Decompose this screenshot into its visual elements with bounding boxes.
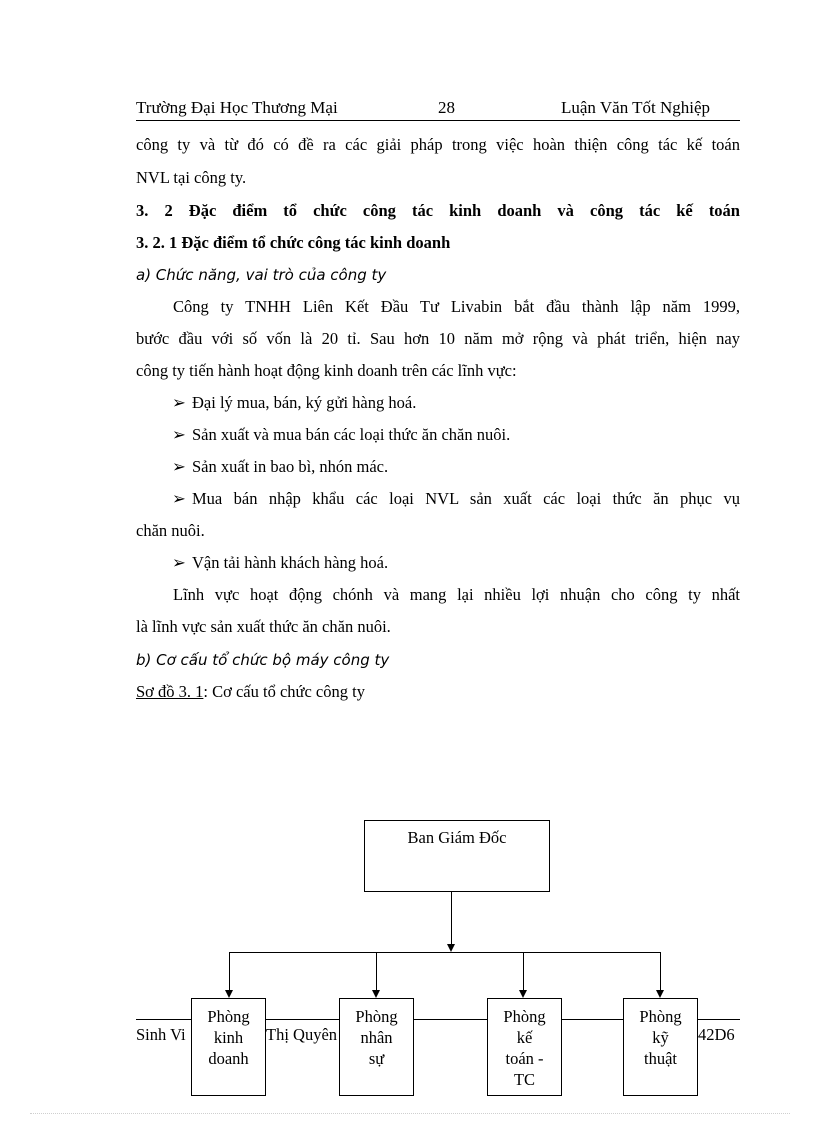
figure-caption: Sơ đồ 3. 1: Cơ cấu tổ chức công ty (136, 682, 365, 701)
arrow-bullet-icon: ➢ (172, 553, 186, 572)
connector-line (229, 952, 230, 990)
page-bottom-border (30, 1113, 790, 1114)
list-item: ➢ Mua bán nhập khẩu các loại NVL sản xuất các loại thức ăn phục vụ (172, 489, 740, 508)
section-heading: 3. 2 Đặc điểm tổ chức công tác kinh doanh và công tác kế toán (136, 201, 740, 220)
header-school: Trường Đại Học Thương Mại (136, 98, 338, 117)
list-item-continuation: chăn nuôi. (136, 521, 205, 540)
list-item: ➢ Đại lý mua, bán, ký gửi hàng hoá. (172, 393, 417, 412)
paragraph-line: công ty tiến hành hoạt động kinh doanh trên các lĩnh vực: (136, 361, 517, 380)
footer-student-label: Sinh Vi (136, 1025, 186, 1044)
connector-line (229, 952, 661, 953)
arrow-bullet-icon: ➢ (172, 393, 186, 412)
footer-class-code: 42D6 (698, 1025, 735, 1044)
header-page-number: 28 (438, 98, 455, 117)
paragraph-line: công ty và từ đó có đề ra các giải pháp trong việc hoàn thiện công tác kế toán (136, 135, 740, 154)
connector-line (376, 952, 377, 990)
list-item: ➢ Sản xuất và mua bán các loại thức ăn chăn nuôi. (172, 425, 511, 444)
org-box-department: Phòng nhân sự (339, 998, 414, 1096)
arrow-bullet-icon: ➢ (172, 489, 186, 508)
paragraph-line: bước đầu với số vốn là 20 tỉ. Sau hơn 10 năm mở rộng và phát triển, hiện nay (136, 329, 740, 348)
paragraph-line: Công ty TNHH Liên Kết Đầu Tư Livabin bắt đầu thành lập năm 1999, (173, 297, 740, 316)
paragraph-line: là lĩnh vực sản xuất thức ăn chăn nuôi. (136, 617, 391, 636)
paragraph-line: NVL tại công ty. (136, 168, 247, 187)
org-box-department: Phòng kế toán - TC (487, 998, 562, 1096)
footer-student-name: Thị Quyên (266, 1025, 338, 1044)
header-rule (136, 120, 740, 121)
connector-line (451, 892, 452, 944)
subheading-a: a) Chức năng, vai trò của công ty (136, 266, 387, 284)
org-box-board-of-directors: Ban Giám Đốc (364, 820, 550, 892)
arrow-bullet-icon: ➢ (172, 425, 186, 444)
connector-line (660, 952, 661, 990)
org-box-department: Phòng kỹ thuật (623, 998, 698, 1096)
header-doc-type: Luận Văn Tốt Nghiệp (561, 98, 711, 117)
subheading-b: b) Cơ cấu tổ chức bộ máy công ty (136, 651, 390, 669)
figure-label: Sơ đồ 3. 1 (136, 682, 204, 701)
list-item: ➢ Vận tải hành khách hàng hoá. (172, 553, 389, 572)
paragraph-line: Lĩnh vực hoạt động chónh và mang lại nhiều lợi nhuận cho công ty nhất (173, 585, 740, 604)
subsection-heading: 3. 2. 1 Đặc điểm tổ chức công tác kinh doanh (136, 233, 451, 252)
connector-line (523, 952, 524, 990)
arrow-down-icon (656, 990, 664, 998)
arrow-down-icon (519, 990, 527, 998)
arrow-down-icon (372, 990, 380, 998)
arrow-down-icon (225, 990, 233, 998)
arrow-down-icon (447, 944, 455, 952)
list-item: ➢ Sản xuất in bao bì, nhón mác. (172, 457, 389, 476)
org-box-department: Phòng kinh doanh (191, 998, 266, 1096)
arrow-bullet-icon: ➢ (172, 457, 186, 476)
